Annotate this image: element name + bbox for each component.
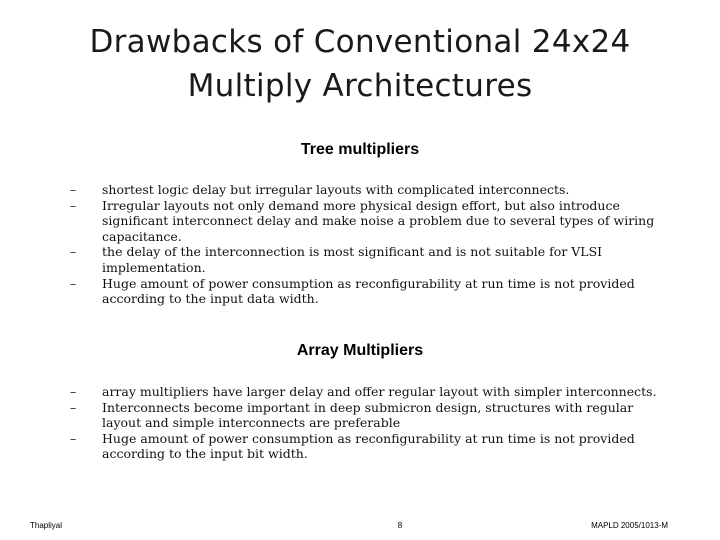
- list-item: [70, 431, 675, 462]
- footer-page-number: 8: [397, 521, 403, 530]
- list-item: [70, 182, 675, 198]
- section-heading-tree-multipliers: Tree multipliers: [300, 141, 420, 158]
- footer-reference: MAPLD 2005/1013-M: [591, 521, 668, 530]
- array-multipliers-list: [70, 384, 675, 462]
- list-item-text: array multipliers have larger delay and offer regular layout with simpler interconnects.: [102, 384, 657, 399]
- bullet-dash: –: [70, 430, 77, 446]
- bullet-dash: –: [70, 399, 77, 415]
- list-item: [70, 244, 675, 275]
- list-item: [70, 384, 675, 400]
- list-item: [70, 276, 675, 307]
- slide-title-line-1: Drawbacks of Conventional 24x24: [89, 24, 631, 60]
- bullet-dash: –: [70, 197, 77, 213]
- bullet-dash: –: [70, 275, 77, 291]
- bullet-dash: –: [70, 182, 77, 197]
- list-item-text: Huge amount of power consumption as reconfigurability at run time is not provided according to the input bit width.: [102, 430, 635, 462]
- bullet-dash: –: [70, 244, 77, 260]
- tree-multipliers-list: [70, 182, 675, 307]
- list-item-text: shortest logic delay but irregular layouts with complicated interconnects.: [102, 182, 570, 197]
- list-item: [70, 198, 675, 245]
- list-item-text: Huge amount of power consumption as reconfigurability at run time is not provided according to the input data width.: [102, 275, 635, 307]
- slide-title: [0, 20, 720, 108]
- footer-author: Thapliyal: [30, 521, 63, 530]
- list-item-text: Irregular layouts not only demand more physical design effort, but also introduce significant interconnect delay and make noise a problem due to several types of wiring capacitance.: [102, 197, 655, 244]
- bullet-dash: –: [70, 384, 77, 399]
- list-item: [70, 400, 675, 431]
- list-item-text: the delay of the interconnection is most significant and is not suitable for VLSI implementation.: [102, 244, 603, 275]
- list-item-text: Interconnects become important in deep submicron design, structures with regular layout and simple interconnects are preferable: [102, 399, 634, 431]
- section-heading-array-multipliers: Array Multipliers: [296, 342, 424, 359]
- slide-title-line-2: Multiply Architectures: [187, 68, 533, 104]
